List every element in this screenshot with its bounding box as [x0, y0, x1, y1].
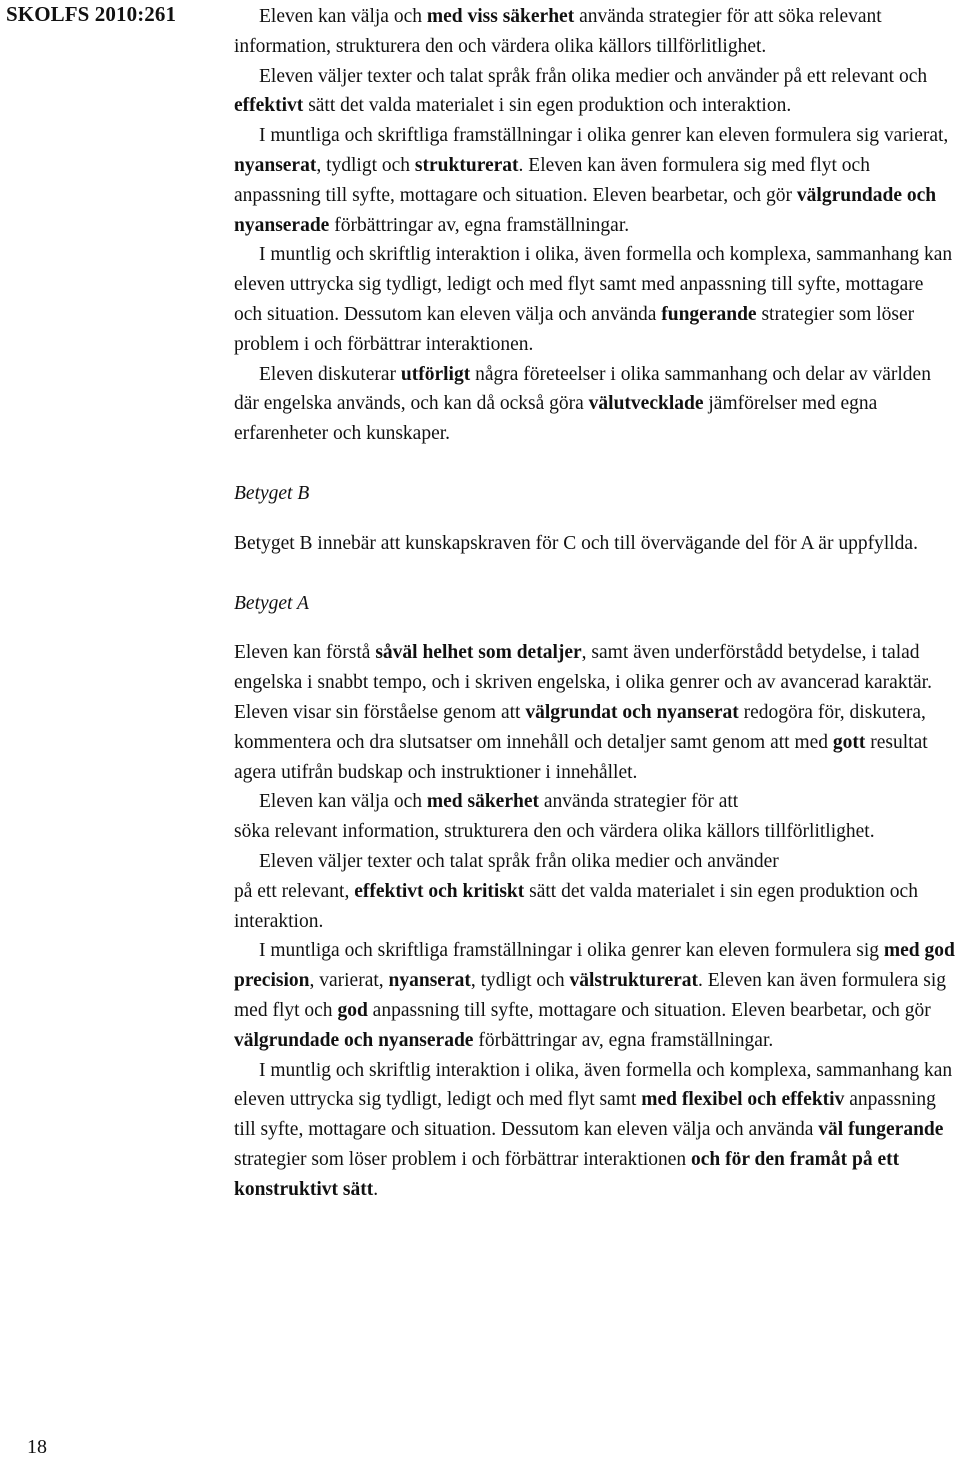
paragraph-c-strategies: Eleven kan välja och med viss säkerhet använda strategier för att söka relevant information, strukturera den och värdera olika källors tillförlitlighet.	[234, 6, 882, 57]
paragraph-a-production: I muntliga och skriftliga framställningar i olika genrer kan eleven formulera sig med god precision, varierat, nyanserat, tydligt och välstrukturerat. Eleven kan även formulera sig med flyt och god anpassning till syfte, mottagare och situation. Eleven bearbetar, och gör välgrundade och nyanserade förbättringar av, egna framställningar.	[234, 940, 955, 1051]
paragraph-a-understanding: Eleven kan förstå såväl helhet som detaljer, samt även underförstådd betydelse, i talad engelska i snabbt tempo, och i skriven engelska, i olika genrer och av avancerad karaktär. Eleven visar sin förståelse genom att välgrundat och nyanserat redogöra för, diskutera, kommentera och dra slutsatser om innehåll och detaljer samt genom att med gott resultat agera utifrån budskap och instruktioner i innehållet.	[234, 642, 932, 783]
heading-grade-a: Betyget A	[234, 592, 309, 614]
paragraph-c-interaction: I muntlig och skriftlig interaktion i olika, även formella och komplexa, sammanhang kan eleven uttrycka sig tydligt, ledigt och med flyt samt med anpassning till syfte, mottagare och situation. Dessutom kan eleven välja och använda fungerande strategier som löser problem i och förbättrar interaktionen.	[234, 244, 953, 355]
document-code: SKOLFS 2010:261	[6, 2, 177, 26]
paragraph-c-production: I muntliga och skriftliga framställningar i olika genrer kan eleven formulera sig varierat, nyanserat, tydligt och strukturerat. Eleven kan även formulera sig med flyt och anpassning till syfte, mottagare och situation. Eleven bearbetar, och gör välgrundade och nyanserade förbättringar av, egna framställningar.	[234, 125, 949, 236]
page-number: 18	[27, 1436, 47, 1458]
heading-grade-b: Betyget B	[234, 482, 310, 504]
paragraph-b-text: Betyget B innebär att kunskapskraven för C och till övervägande del för A är uppfyllda.	[234, 532, 918, 554]
paragraph-c-discussion: Eleven diskuterar utförligt några företeelser i olika sammanhang och delar av världen där engelska används, och kan då också göra välutvecklade jämförelser med egna erfarenheter och kunskaper.	[234, 363, 931, 445]
paragraph-c-media: Eleven väljer texter och talat språk från olika medier och använder på ett relevant och effektivt sätt det valda materialet i sin egen produktion och interaktion.	[234, 65, 928, 117]
document-body	[234, 2, 956, 1204]
paragraph-a-interaction: I muntlig och skriftlig interaktion i olika, även formella och komplexa, sammanhang kan eleven uttrycka sig tydligt, ledigt och med flyt samt med flexibel och effektiv anpassning till syfte, mottagare och situation. Dessutom kan eleven välja och använda väl fungerande strategier som löser problem i och förbättrar interaktionen och för den framåt på ett konstruktivt sätt.	[234, 1059, 953, 1200]
paragraph-a-strategies: Eleven kan välja och med säkerhet använda strategier för att söka relevant information, strukturera den och värdera olika källors tillförlitlighet.	[234, 791, 875, 843]
paragraph-a-media: Eleven väljer texter och talat språk från olika medier och använder på ett relevant, effektivt och kritiskt sätt det valda materialet i sin egen produktion och interaktion.	[234, 850, 918, 932]
